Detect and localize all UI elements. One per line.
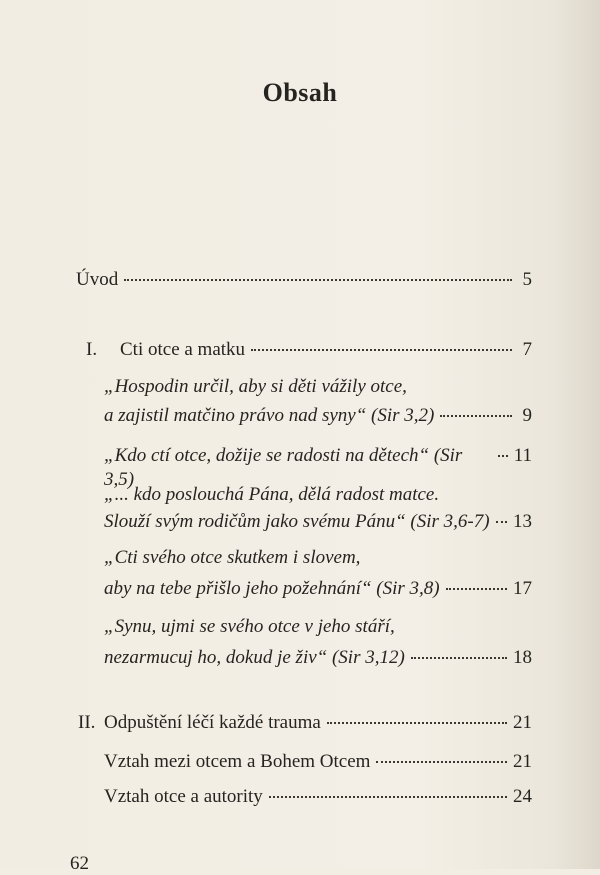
leader-dots [269, 796, 507, 798]
leader-dots [411, 657, 507, 659]
leader-dots [251, 349, 512, 351]
leader-dots [124, 279, 512, 281]
toc-page-number: 21 [513, 751, 532, 772]
leader-dots [327, 722, 507, 724]
chapter-number: I. [86, 339, 98, 360]
toc-chapter-2 [78, 711, 532, 735]
toc-subentry-5-line1: „Synu, ujmi se svého otce v jeho stáří, [104, 616, 395, 637]
toc-page-number: 13 [513, 511, 532, 532]
toc-label: Vztah mezi otcem a Bohem Otcem [104, 751, 371, 772]
leader-dots [440, 415, 512, 417]
toc-label: aby na tebe přišlo jeho požehnání“ (Sir 3,8) [104, 578, 440, 599]
toc-label: Slouží svým rodičům jako svému Pánu“ (Sir 3,6-7) [104, 511, 490, 532]
toc-subentry-1-line1: „Hospodin určil, aby si děti vážily otce, [104, 376, 407, 397]
toc-label: Úvod [76, 269, 119, 290]
toc-subentry-7 [104, 785, 532, 809]
toc-entry-intro [76, 268, 532, 292]
toc-page-number: 11 [513, 445, 532, 466]
toc-page-number: 7 [522, 339, 532, 360]
toc-page-number: 18 [513, 647, 532, 668]
chapter-number: II. [78, 712, 96, 733]
toc-subentry-4-line1: „Cti svého otce skutkem i slovem, [104, 547, 361, 568]
toc-chapter-1 [86, 338, 532, 362]
toc-page-number: 21 [513, 712, 532, 733]
toc-page-number: 24 [513, 786, 532, 807]
toc-subentry-6 [104, 750, 532, 774]
leader-dots [446, 588, 507, 590]
chapter-title: Odpuštění léčí každé trauma [104, 712, 321, 733]
toc-label: nezarmucuj ho, dokud je živ“ (Sir 3,12) [104, 647, 405, 668]
toc-subentry-3 [104, 510, 532, 534]
leader-dots [498, 455, 508, 457]
toc-subentry-1 [104, 404, 532, 428]
leader-dots [496, 521, 507, 523]
toc-page-number: 9 [522, 405, 532, 426]
toc-label: a zajistil matčino právo nad syny“ (Sir 3,2) [104, 405, 435, 426]
toc-page-number: 17 [513, 578, 532, 599]
page-folio-number: 62 [70, 853, 89, 874]
leader-dots [376, 761, 507, 763]
toc-page-number: 5 [522, 269, 532, 290]
toc-subentry-5 [104, 646, 532, 670]
toc-subentry-3-line1: „... kdo poslouchá Pána, dělá radost matce. [104, 484, 440, 505]
toc-label: Vztah otce a autority [104, 786, 263, 807]
toc-subentry-4 [104, 577, 532, 601]
page-title: Obsah [262, 78, 338, 107]
chapter-title: Cti otce a matku [120, 339, 246, 360]
toc-label: „Kdo ctí otce, dožije se radosti na dětech“ (Sir 3,5) [104, 445, 463, 490]
